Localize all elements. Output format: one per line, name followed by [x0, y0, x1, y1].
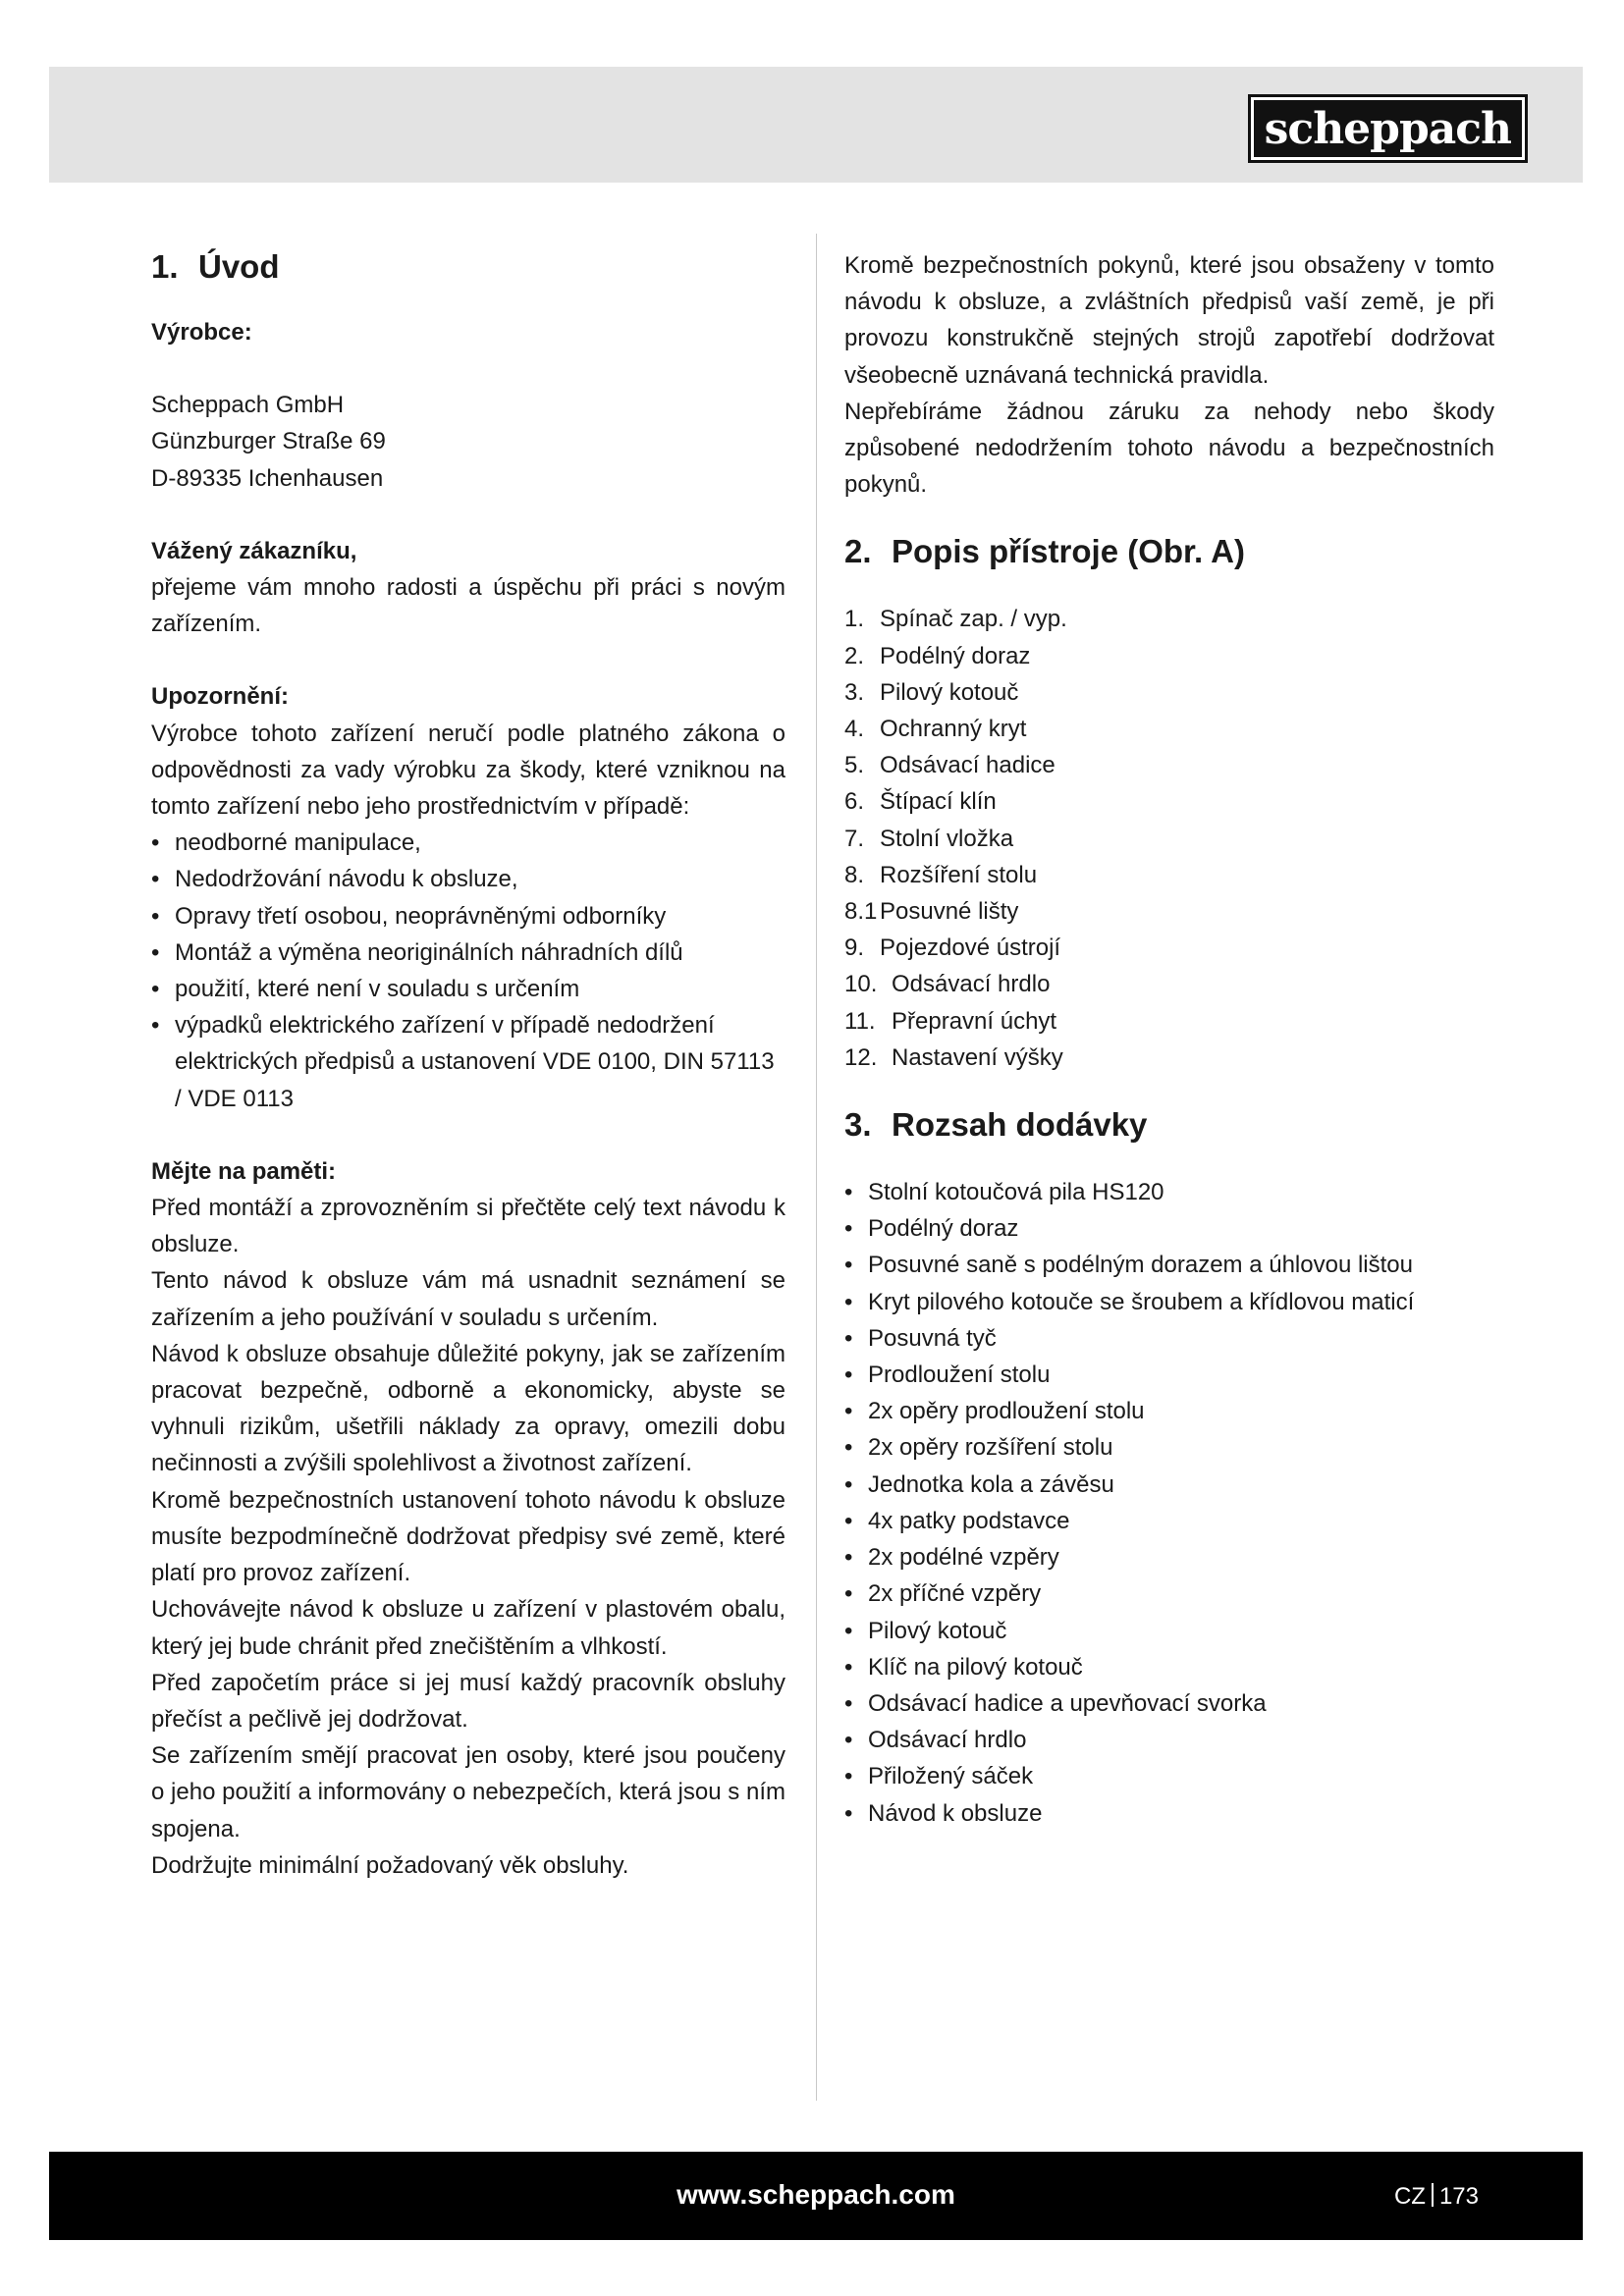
- section-2-heading: 2. Popis přístroje (Obr. A): [844, 533, 1245, 570]
- list-item: 10. Odsávací hrdlo: [844, 971, 1051, 998]
- left-column: [151, 247, 785, 1884]
- notice-text: Výrobce tohoto zařízení neručí podle platného zákona o odpovědnosti za vady výrobku za škody, které vzniknou na tomto zařízení nebo jeho prostřednictvím v případě:: [151, 720, 785, 821]
- page-number: 173: [1438, 2183, 1479, 2210]
- separator: [1432, 2183, 1434, 2207]
- customer-label: Vážený zákazníku,: [151, 537, 357, 564]
- list-item: • Návod k obsluze: [844, 1795, 1494, 1832]
- list-item: 2. Podélný doraz: [844, 642, 1031, 669]
- list-item: • Stolní kotoučová pila HS120: [844, 1174, 1494, 1210]
- remember-paragraph: Před započetím práce si jej musí každý pracovník obsluhy přečíst a pečlivě jej dodržovat.: [151, 1669, 785, 1733]
- remember-paragraph: Dodržujte minimální požadovaný věk obsluhy.: [151, 1851, 629, 1879]
- list-item: • 4x patky podstavce: [844, 1503, 1494, 1539]
- list-item: 3. Pilový kotouč: [844, 678, 1019, 706]
- section-3-heading: 3. Rozsah dodávky: [844, 1106, 1148, 1144]
- list-item: 5. Odsávací hadice: [844, 752, 1056, 779]
- list-item: • Podélný doraz: [844, 1210, 1494, 1247]
- list-item: • 2x opěry rozšíření stolu: [844, 1429, 1494, 1466]
- list-item: • výpadků elektrického zařízení v případě nedodržení elektrických předpisů a ustanovení VDE 0100, DIN 57113 / VDE 0113: [151, 1007, 785, 1117]
- remember-paragraph: Uchovávejte návod k obsluze u zařízení v plastovém obalu, který jej bude chránit před znečištěním a vlhkostí.: [151, 1596, 785, 1660]
- right-column: [844, 247, 1494, 1832]
- remember-paragraph: Návod k obsluze obsahuje důležité pokyny, jak se zařízením pracovat bezpečně, odborně a ekonomicky, abyste se vyhnuli rizikům, ušetřili náklady za opravy, omezili dobu nečinnosti a zvýšili spolehlivost a životnost zařízení.: [151, 1340, 785, 1477]
- list-item: • Přiložený sáček: [844, 1758, 1494, 1794]
- intro-paragraph: Nepřebíráme žádnou záruku za nehody nebo škody způsobené nedodržením tohoto návodu a bezpečnostních pokynů.: [844, 398, 1494, 499]
- remember-paragraph: Kromě bezpečnostních ustanovení tohoto návodu k obsluze musíte bezpodmínečně dodržovat předpisy své země, které platí pro provoz zařízení.: [151, 1486, 785, 1587]
- list-item: • 2x podélné vzpěry: [844, 1539, 1494, 1575]
- list-item: 4. Ochranný kryt: [844, 716, 1027, 743]
- section-1-heading: 1. Úvod: [151, 248, 280, 285]
- list-item: 6. Štípací klín: [844, 788, 997, 816]
- language-code: CZ: [1393, 2183, 1426, 2210]
- website-link[interactable]: www.scheppach.com: [677, 2179, 955, 2210]
- delivery-list: [844, 1174, 1494, 1832]
- notice-list: [151, 825, 785, 1117]
- list-item: 11. Přepravní úchyt: [844, 1007, 1057, 1035]
- manufacturer-label: Výrobce:: [151, 319, 252, 346]
- notice-label: Upozornění:: [151, 683, 289, 711]
- list-item: • neodborné manipulace,: [151, 825, 785, 861]
- list-item: • Jednotka kola a závěsu: [844, 1467, 1494, 1503]
- list-item: 12. Nastavení výšky: [844, 1043, 1063, 1071]
- list-item: • Nedodržování návodu k obsluze,: [151, 861, 785, 897]
- page-indicator: [1394, 2183, 1479, 2211]
- footer-band: [49, 2152, 1583, 2240]
- list-item: • Kryt pilového kotouče se šroubem a křídlovou maticí: [844, 1284, 1494, 1320]
- column-divider: [816, 234, 817, 2101]
- list-item: 9. Pojezdové ústrojí: [844, 934, 1061, 962]
- list-item: • Odsávací hrdlo: [844, 1722, 1494, 1758]
- list-item: • 2x příčné vzpěry: [844, 1575, 1494, 1612]
- manufacturer-address: Scheppach GmbH Günzburger Straße 69 D-89335 Ichenhausen: [151, 392, 386, 492]
- parts-list: [844, 601, 1494, 1076]
- list-item: • Pilový kotouč: [844, 1613, 1494, 1649]
- remember-label: Mějte na paměti:: [151, 1157, 337, 1185]
- list-item: 8.1 Posuvné lišty: [844, 898, 1019, 926]
- list-item: • 2x opěry prodloužení stolu: [844, 1393, 1494, 1429]
- customer-text: přejeme vám mnoho radosti a úspěchu při práci s novým zařízením.: [151, 574, 785, 638]
- list-item: 1. Spínač zap. / vyp.: [844, 606, 1067, 633]
- remember-paragraph: Se zařízením smějí pracovat jen osoby, které jsou poučeny o jeho použití a informovány o nebezpečích, která jsou s ním spojena.: [151, 1742, 785, 1842]
- list-item: • Montáž a výměna neoriginálních náhradních dílů: [151, 934, 785, 971]
- list-item: • Klíč na pilový kotouč: [844, 1649, 1494, 1685]
- list-item: • použití, které není v souladu s určením: [151, 971, 785, 1007]
- list-item: • Prodloužení stolu: [844, 1357, 1494, 1393]
- brand-logo: scheppach: [1248, 94, 1528, 163]
- list-item: • Odsávací hadice a upevňovací svorka: [844, 1685, 1494, 1722]
- list-item: 8. Rozšíření stolu: [844, 861, 1038, 888]
- list-item: 7. Stolní vložka: [844, 825, 1014, 852]
- intro-paragraph: Kromě bezpečnostních pokynů, které jsou obsaženy v tomto návodu k obsluze, a zvláštních předpisů vaší země, je při provozu konstrukčně stejných strojů zapotřebí dodržovat všeobecně uznávaná technická pravidla.: [844, 252, 1494, 389]
- header-band: [49, 67, 1583, 183]
- list-item: • Posuvné saně s podélným dorazem a úhlovou lištou: [844, 1247, 1494, 1283]
- remember-paragraph: Tento návod k obsluze vám má usnadnit seznámení se zařízením a jeho používání v souladu s určením.: [151, 1267, 785, 1331]
- remember-paragraph: Před montáží a zprovozněním si přečtěte celý text návodu k obsluze.: [151, 1195, 785, 1258]
- list-item: • Posuvná tyč: [844, 1320, 1494, 1357]
- list-item: • Opravy třetí osobou, neoprávněnými odborníky: [151, 898, 785, 934]
